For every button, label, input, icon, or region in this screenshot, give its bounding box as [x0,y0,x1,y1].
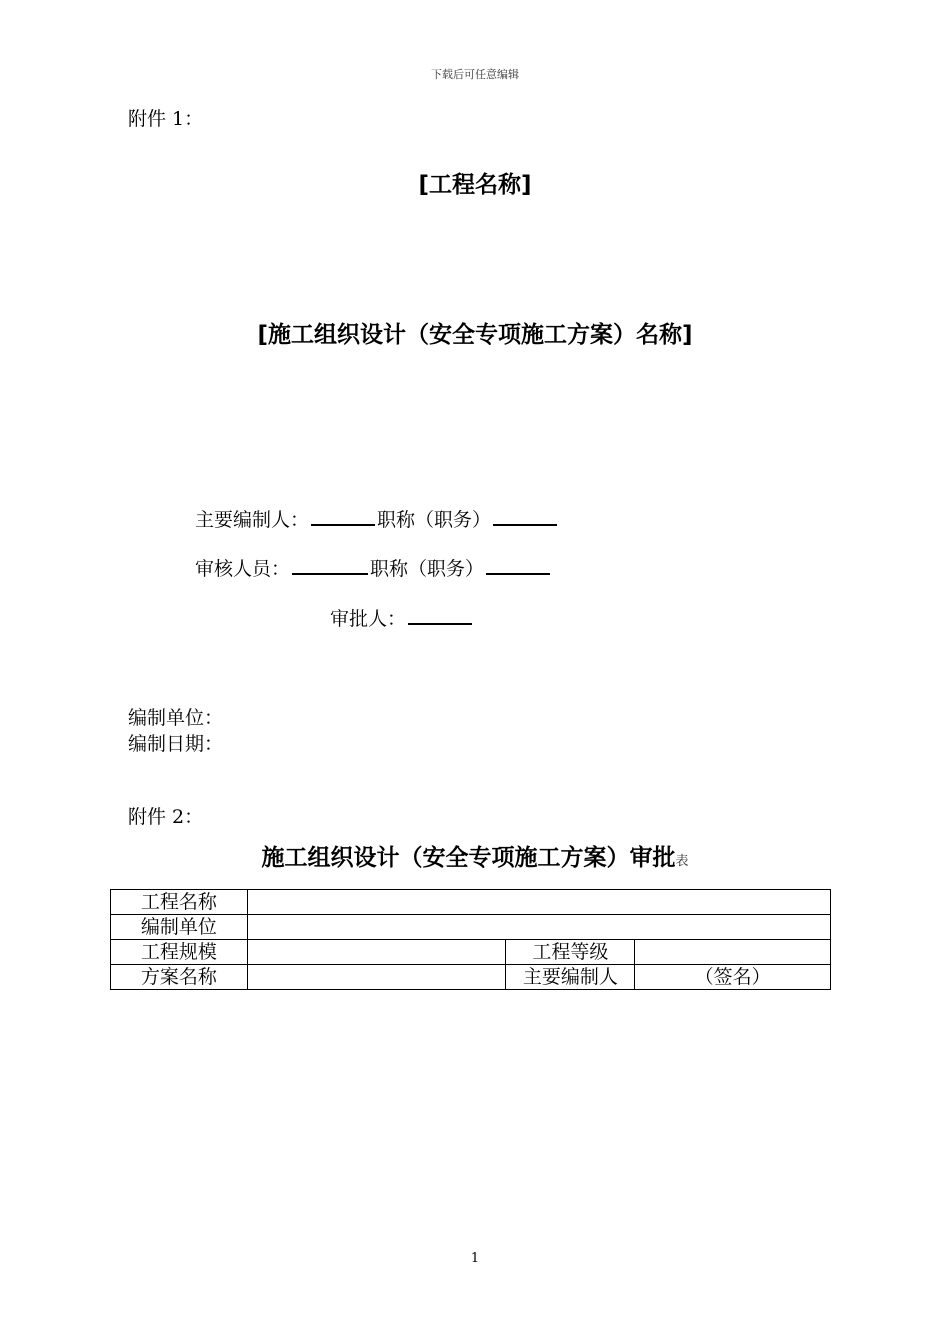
reviewer-title-blank[interactable] [486,555,550,575]
scale-label: 工程规模 [111,940,248,965]
attachment-2-label: 附件 2： [128,806,204,828]
main-editor-label: 主要编制人 [506,965,635,990]
main-editor-signature[interactable]: （签名） [635,965,831,990]
project-title: [工程名称] [418,172,532,198]
attachment-1-label: 附件 1： [128,108,204,130]
plan-name-value[interactable] [247,965,506,990]
table-row [111,940,831,965]
grade-value[interactable] [635,940,831,965]
approval-table-title [0,839,950,872]
page-number: 1 [470,1251,480,1266]
project-name-label: 工程名称 [111,890,248,915]
editor-blank[interactable] [311,506,375,526]
approval-table [110,889,831,990]
reviewer-blank[interactable] [292,555,368,575]
unit-value[interactable] [247,915,830,940]
signature-line-editor [195,505,559,532]
table-row [111,965,831,990]
approver-blank[interactable] [408,605,472,625]
reviewer-title-label: 职称（职务） [370,558,485,580]
approver-label: 审批人： [330,608,407,630]
editor-title-label: 职称（职务） [377,509,492,531]
grade-label: 工程等级 [506,940,635,965]
editor-title-blank[interactable] [493,506,557,526]
approval-table-title-text: 施工组织设计（安全专项施工方案）审批 [261,845,676,871]
design-title: [施工组织设计（安全专项施工方案）名称] [257,322,693,348]
editor-label: 主要编制人： [195,509,310,531]
approval-table-title-suffix: 表 [675,854,689,869]
date-label: 编制日期： [128,733,224,755]
project-name-value[interactable] [247,890,830,915]
table-row [111,915,831,940]
reviewer-label: 审核人员： [195,558,291,580]
unit-label: 编制单位： [128,707,224,729]
signature-line-approver [330,604,474,631]
scale-value[interactable] [247,940,506,965]
unit-label-cell: 编制单位 [111,915,248,940]
page-header: 下载后可任意编辑 [431,68,519,81]
plan-name-label: 方案名称 [111,965,248,990]
table-row [111,890,831,915]
signature-line-reviewer [195,554,552,581]
